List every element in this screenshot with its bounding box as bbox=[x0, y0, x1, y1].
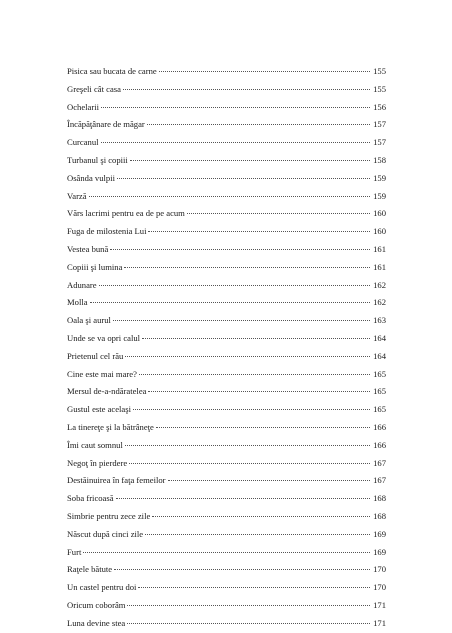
toc-entry-title: Curcanul bbox=[67, 137, 99, 148]
toc-entry bbox=[67, 526, 386, 544]
toc-entry-page-number: 161 bbox=[373, 261, 386, 272]
toc-entry-title: Oala şi aurul bbox=[67, 315, 111, 326]
toc-entry-page-number: 166 bbox=[373, 439, 386, 450]
toc-entry-page-number: 166 bbox=[373, 421, 386, 432]
toc-entry bbox=[67, 99, 386, 117]
toc-entry bbox=[67, 383, 386, 401]
dot-leader bbox=[114, 569, 370, 570]
dot-leader bbox=[142, 338, 370, 339]
toc-entry-page-number: 160 bbox=[373, 208, 386, 219]
toc-entry-title: Varză bbox=[67, 190, 87, 201]
dot-leader bbox=[89, 196, 370, 197]
dot-leader bbox=[148, 391, 370, 392]
toc-entry-page-number: 168 bbox=[373, 493, 386, 504]
dot-leader bbox=[113, 320, 370, 321]
toc-entry-title: Adunare bbox=[67, 279, 97, 290]
toc-entry-title: Unde se va opri calul bbox=[67, 332, 141, 343]
dot-leader bbox=[127, 605, 370, 606]
toc-entry-page-number: 156 bbox=[373, 101, 386, 112]
dot-leader bbox=[152, 516, 370, 517]
toc-entry bbox=[67, 152, 386, 170]
toc-entry bbox=[67, 241, 386, 259]
toc-entry-page-number: 159 bbox=[373, 172, 386, 183]
toc-entry-title: Gustul este acelaşi bbox=[67, 404, 131, 415]
dot-leader bbox=[127, 623, 370, 624]
toc-entry bbox=[67, 259, 386, 277]
toc-entry bbox=[67, 455, 386, 473]
toc-entry-title: Fuga de milostenia Lui bbox=[67, 226, 147, 237]
dot-leader bbox=[168, 480, 370, 481]
toc-entry-page-number: 165 bbox=[373, 404, 386, 415]
toc-entry-page-number: 158 bbox=[373, 154, 386, 165]
toc-entry-title: Îmi caut somnul bbox=[67, 439, 123, 450]
dot-leader bbox=[101, 142, 370, 143]
toc-entry-page-number: 168 bbox=[373, 510, 386, 521]
toc-entry-title: Oricum coborâm bbox=[67, 599, 126, 610]
dot-leader bbox=[147, 124, 370, 125]
toc-entry bbox=[67, 472, 386, 490]
toc-entry-title: Născut după cinci zile bbox=[67, 528, 144, 539]
dot-leader bbox=[123, 89, 370, 90]
toc-entry-title: Un castel pentru doi bbox=[67, 582, 137, 593]
toc-entry-page-number: 160 bbox=[373, 226, 386, 237]
toc-entry bbox=[67, 205, 386, 223]
toc-entry bbox=[67, 277, 386, 295]
toc-entry-page-number: 164 bbox=[373, 350, 386, 361]
toc-entry-page-number: 157 bbox=[373, 137, 386, 148]
dot-leader bbox=[90, 302, 370, 303]
toc-entry-title: Copiii şi lumina bbox=[67, 261, 123, 272]
toc-entry-title: Cine este mai mare? bbox=[67, 368, 137, 379]
toc-entry-title: La tinereţe şi la bătrâneţe bbox=[67, 421, 154, 432]
toc-entry-page-number: 157 bbox=[373, 119, 386, 130]
toc-entry-title: Osânda vulpii bbox=[67, 172, 115, 183]
toc-entry-title: Greşeli cât casa bbox=[67, 83, 121, 94]
toc-entry-title: Furt bbox=[67, 546, 82, 557]
toc-entry bbox=[67, 597, 386, 615]
toc-entry-title: Încăpăţânare de măgar bbox=[67, 119, 145, 130]
dot-leader bbox=[101, 107, 370, 108]
toc-entry-title: Prietenul cel rău bbox=[67, 350, 124, 361]
toc-entry bbox=[67, 134, 386, 152]
toc-entry bbox=[67, 401, 386, 419]
toc-entry-title: Turbanul şi copiii bbox=[67, 154, 128, 165]
toc-entry-title: Simbrie pentru zece zile bbox=[67, 510, 151, 521]
toc-entry-title: Molla bbox=[67, 297, 88, 308]
dot-leader bbox=[139, 374, 370, 375]
dot-leader bbox=[116, 498, 370, 499]
dot-leader bbox=[187, 213, 370, 214]
toc-entry bbox=[67, 294, 386, 312]
toc-entry bbox=[67, 312, 386, 330]
toc-entry-page-number: 162 bbox=[373, 279, 386, 290]
dot-leader bbox=[133, 409, 370, 410]
toc-entry-page-number: 171 bbox=[373, 617, 386, 628]
toc-entry-page-number: 165 bbox=[373, 368, 386, 379]
toc-entry-page-number: 169 bbox=[373, 546, 386, 557]
toc-entry bbox=[67, 615, 386, 633]
toc-entry bbox=[67, 170, 386, 188]
toc-entry bbox=[67, 330, 386, 348]
toc-entry-page-number: 161 bbox=[373, 243, 386, 254]
dot-leader bbox=[83, 552, 370, 553]
toc-entry-page-number: 155 bbox=[373, 83, 386, 94]
toc-entry bbox=[67, 544, 386, 562]
toc-entry-page-number: 167 bbox=[373, 475, 386, 486]
toc-entry-title: Vestea bună bbox=[67, 243, 109, 254]
toc-entry bbox=[67, 366, 386, 384]
dot-leader bbox=[145, 534, 370, 535]
toc-entry-page-number: 155 bbox=[373, 66, 386, 76]
toc-entry bbox=[67, 437, 386, 455]
toc-entry-title: Luna devine stea bbox=[67, 617, 126, 628]
dot-leader bbox=[99, 285, 370, 286]
toc-entry-page-number: 159 bbox=[373, 190, 386, 201]
toc-entry bbox=[67, 81, 386, 99]
toc-entry bbox=[67, 508, 386, 526]
toc-entry bbox=[67, 419, 386, 437]
toc-entry-title: Ochelarii bbox=[67, 101, 99, 112]
dot-leader bbox=[148, 231, 370, 232]
table-of-contents bbox=[67, 63, 386, 633]
dot-leader bbox=[130, 160, 370, 161]
toc-entry-page-number: 170 bbox=[373, 564, 386, 575]
toc-entry-title: Vărs lacrimi pentru ea de pe acum bbox=[67, 208, 185, 219]
toc-entry-title: Soba fricoasă bbox=[67, 493, 114, 504]
toc-entry-title: Raţele bătute bbox=[67, 564, 113, 575]
dot-leader bbox=[124, 267, 370, 268]
toc-entry-page-number: 162 bbox=[373, 297, 386, 308]
toc-entry-page-number: 163 bbox=[373, 315, 386, 326]
toc-entry bbox=[67, 223, 386, 241]
toc-entry-page-number: 167 bbox=[373, 457, 386, 468]
toc-entry bbox=[67, 579, 386, 597]
toc-entry bbox=[67, 490, 386, 508]
dot-leader bbox=[129, 463, 370, 464]
toc-entry-title: Negoţ în pierdere bbox=[67, 457, 128, 468]
toc-entry bbox=[67, 188, 386, 206]
toc-entry-page-number: 171 bbox=[373, 599, 386, 610]
dot-leader bbox=[159, 71, 370, 72]
toc-entry-page-number: 164 bbox=[373, 332, 386, 343]
toc-entry-title: Destăinuirea în faţa femeilor bbox=[67, 475, 166, 486]
toc-entry-page-number: 165 bbox=[373, 386, 386, 397]
toc-entry-page-number: 170 bbox=[373, 582, 386, 593]
toc-entry-title: Mersul de-a-ndăratelea bbox=[67, 386, 147, 397]
toc-entry bbox=[67, 116, 386, 134]
dot-leader bbox=[110, 249, 370, 250]
toc-entry bbox=[67, 348, 386, 366]
toc-entry-title: Pisica sau bucata de carne bbox=[67, 66, 157, 76]
toc-entry bbox=[67, 63, 386, 81]
dot-leader bbox=[125, 445, 370, 446]
toc-entry-page-number: 169 bbox=[373, 528, 386, 539]
dot-leader bbox=[138, 587, 370, 588]
toc-entry bbox=[67, 561, 386, 579]
dot-leader bbox=[117, 178, 370, 179]
dot-leader bbox=[156, 427, 370, 428]
dot-leader bbox=[125, 356, 370, 357]
